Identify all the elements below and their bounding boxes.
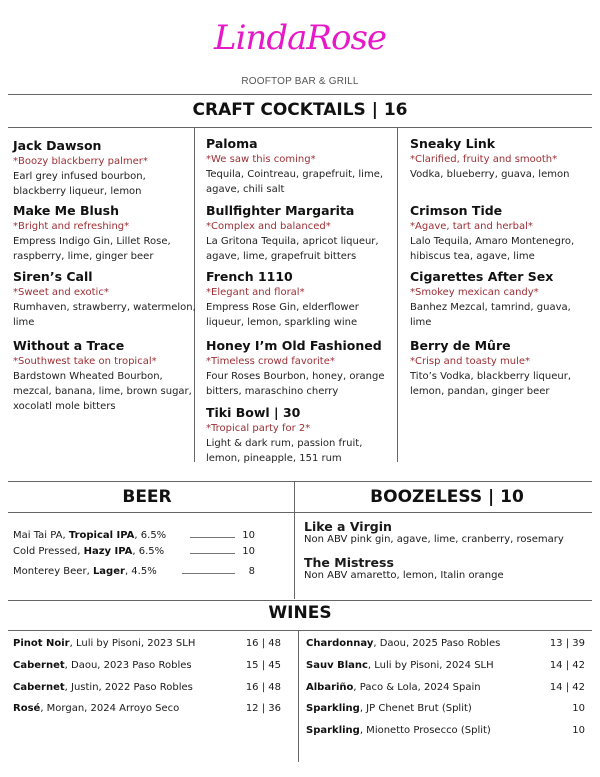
cocktail-name: Sneaky Link bbox=[410, 136, 496, 151]
beer-item bbox=[13, 546, 164, 557]
cocktail-ingredients: Empress Rose Gin, elderflower liqueur, lemon, sparkling wine bbox=[206, 302, 359, 328]
cocktail-tagline: *Elegant and floral* bbox=[206, 287, 305, 298]
beer-brand: Cold Pressed, bbox=[13, 546, 84, 557]
cocktail-tagline: *Agave, tart and herbal* bbox=[410, 221, 533, 232]
cocktail-item bbox=[13, 338, 198, 414]
wines-heading: WINES bbox=[268, 603, 332, 623]
boozeless-name: The Mistress bbox=[304, 555, 394, 570]
divider bbox=[8, 630, 592, 631]
wine-detail: , Luli by Pisoni, 2023 SLH bbox=[69, 638, 196, 649]
wine-type: Cabernet bbox=[13, 682, 65, 693]
beer-style: Lager bbox=[92, 566, 125, 577]
boozeless-item bbox=[304, 519, 564, 545]
leader-line bbox=[182, 573, 235, 574]
cocktail-name: Honey I’m Old Fashioned bbox=[206, 338, 382, 353]
wine-type: Albariño bbox=[306, 682, 354, 693]
cocktail-name: Without a Trace bbox=[13, 338, 125, 353]
leader-line bbox=[190, 537, 235, 538]
cocktail-name: Jack Dawson bbox=[13, 138, 102, 153]
boozeless-item bbox=[304, 555, 504, 581]
boozeless-name: Like a Virgin bbox=[304, 519, 392, 534]
logo: LindaRose bbox=[213, 18, 387, 58]
cocktail-item bbox=[206, 405, 391, 466]
wine-type: Sparkling bbox=[306, 725, 360, 736]
wine-type: Rosé bbox=[13, 703, 41, 714]
cocktail-item bbox=[410, 338, 595, 399]
divider bbox=[8, 481, 592, 482]
cocktail-ingredients: Rumhaven, strawberry, watermelon, lime bbox=[13, 302, 196, 328]
wine-price: 16 | 48 bbox=[245, 638, 281, 649]
cocktail-tagline: *Clarified, fruity and smooth* bbox=[410, 154, 558, 165]
beer-brand: Mai Tai PA, bbox=[13, 530, 69, 541]
cocktail-item bbox=[410, 269, 595, 330]
wine-type: Sauv Blanc bbox=[306, 660, 368, 671]
wine-detail: , Luli by Pisoni, 2024 SLH bbox=[367, 660, 494, 671]
cocktail-item bbox=[410, 136, 595, 182]
cocktail-item bbox=[13, 138, 198, 199]
wine-price: 10 bbox=[572, 703, 585, 714]
wine-detail: , JP Chenet Brut (Split) bbox=[359, 703, 472, 714]
wine-price: 10 bbox=[572, 725, 585, 736]
divider bbox=[8, 512, 592, 513]
beer-style: Tropical IPA bbox=[68, 530, 135, 541]
cocktail-tagline: *Timeless crowd favorite* bbox=[206, 356, 335, 367]
cocktail-item bbox=[410, 203, 595, 264]
cocktail-tagline: *We saw this coming* bbox=[206, 154, 316, 165]
boozeless-heading: BOOZELESS | 10 bbox=[370, 487, 524, 507]
cocktail-ingredients: Earl grey infused bourbon, blackberry liqueur, lemon bbox=[13, 171, 146, 197]
wine-price: 16 | 48 bbox=[245, 682, 281, 693]
cocktail-ingredients: Empress Indigo Gin, Lillet Rose, raspberry, lime, ginger beer bbox=[13, 236, 171, 262]
cocktail-tagline: *Crisp and toasty mule* bbox=[410, 356, 531, 367]
wine-item bbox=[306, 660, 494, 671]
beer-abv: , 4.5% bbox=[124, 566, 157, 577]
wine-price: 15 | 45 bbox=[245, 660, 281, 671]
beer-item bbox=[13, 530, 166, 541]
cocktail-tagline: *Sweet and exotic* bbox=[13, 287, 109, 298]
cocktail-item bbox=[13, 269, 198, 330]
cocktail-ingredients: Bardstown Wheated Bourbon, mezcal, banana, lime, brown sugar, xocolatl mole bitters bbox=[13, 371, 192, 412]
logo-subtitle: ROOFTOP BAR & GRILL bbox=[241, 76, 359, 87]
column-divider bbox=[397, 127, 398, 462]
wine-type: Sparkling bbox=[306, 703, 360, 714]
cocktail-name: French 1110 bbox=[206, 269, 293, 284]
cocktail-item bbox=[206, 269, 391, 330]
wine-price: 13 | 39 bbox=[549, 638, 585, 649]
cocktail-ingredients: Tequila, Cointreau, grapefruit, lime, agave, chili salt bbox=[206, 169, 384, 195]
beer-heading: BEER bbox=[122, 487, 172, 507]
divider bbox=[8, 600, 592, 601]
column-divider bbox=[298, 630, 299, 762]
cocktail-name: Cigarettes After Sex bbox=[410, 269, 554, 284]
wine-price: 12 | 36 bbox=[245, 703, 281, 714]
cocktail-item bbox=[206, 338, 391, 399]
cocktail-ingredients: Vodka, blueberry, guava, lemon bbox=[410, 169, 570, 180]
cocktail-item bbox=[13, 203, 198, 264]
wine-detail: , Daou, 2025 Paso Robles bbox=[373, 638, 501, 649]
cocktail-name: Paloma bbox=[206, 136, 258, 151]
cocktail-ingredients: La Gritona Tequila, apricot liqueur, agave, lime, grapefruit bitters bbox=[206, 236, 379, 262]
divider bbox=[8, 127, 592, 128]
cocktail-ingredients: Lalo Tequila, Amaro Montenegro, hibiscus tea, agave, lime bbox=[410, 236, 575, 262]
wine-detail: , Daou, 2023 Paso Robles bbox=[64, 660, 192, 671]
wine-item bbox=[13, 638, 195, 649]
wine-detail: , Justin, 2022 Paso Robles bbox=[64, 682, 193, 693]
cocktail-ingredients: Tito’s Vodka, blackberry liqueur, lemon, pandan, ginger beer bbox=[410, 371, 572, 397]
beer-brand: Monterey Beer, bbox=[13, 566, 93, 577]
cocktail-tagline: *Bright and refreshing* bbox=[13, 221, 130, 232]
wine-item bbox=[13, 703, 179, 714]
beer-price: 10 bbox=[242, 546, 255, 557]
cocktail-tagline: *Smokey mexican candy* bbox=[410, 287, 539, 298]
cocktail-name: Bullfighter Margarita bbox=[206, 203, 355, 218]
cocktail-tagline: *Tropical party for 2* bbox=[206, 423, 311, 434]
wine-item bbox=[306, 638, 500, 649]
cocktail-name: Crimson Tide bbox=[410, 203, 503, 218]
cocktail-name: Berry de Mûre bbox=[410, 338, 511, 353]
beer-abv: , 6.5% bbox=[134, 530, 167, 541]
wine-item bbox=[13, 660, 192, 671]
beer-abv: , 6.5% bbox=[132, 546, 165, 557]
wine-type: Chardonnay bbox=[306, 638, 374, 649]
wine-detail: , Paco & Lola, 2024 Spain bbox=[353, 682, 481, 693]
wine-type: Pinot Noir bbox=[13, 638, 70, 649]
cocktail-tagline: *Complex and balanced* bbox=[206, 221, 331, 232]
wine-detail: , Morgan, 2024 Arroyo Seco bbox=[40, 703, 180, 714]
cocktail-tagline: *Southwest take on tropical* bbox=[13, 356, 157, 367]
boozeless-description: Non ABV pink gin, agave, lime, cranberry, rosemary bbox=[304, 534, 564, 545]
cocktail-name: Tiki Bowl | 30 bbox=[206, 405, 301, 420]
cocktails-heading: CRAFT COCKTAILS | 16 bbox=[192, 100, 408, 120]
wine-item bbox=[306, 703, 472, 714]
leader-line bbox=[190, 553, 235, 554]
wine-detail: , Mionetto Prosecco (Split) bbox=[359, 725, 491, 736]
wine-item bbox=[13, 682, 193, 693]
cocktail-ingredients: Light & dark rum, passion fruit, lemon, pineapple, 151 rum bbox=[206, 438, 363, 464]
beer-price: 8 bbox=[248, 566, 255, 577]
cocktail-ingredients: Banhez Mezcal, tamrind, guava, lime bbox=[410, 302, 571, 328]
cocktail-ingredients: Four Roses Bourbon, honey, orange bitters, maraschino cherry bbox=[206, 371, 385, 397]
cocktail-item bbox=[206, 136, 391, 197]
wine-type: Cabernet bbox=[13, 660, 65, 671]
boozeless-description: Non ABV amaretto, lemon, Italin orange bbox=[304, 570, 504, 581]
wine-item bbox=[306, 725, 491, 736]
wine-item bbox=[306, 682, 481, 693]
cocktail-name: Make Me Blush bbox=[13, 203, 119, 218]
beer-item bbox=[13, 566, 157, 577]
beer-style: Hazy IPA bbox=[83, 546, 133, 557]
cocktail-tagline: *Boozy blackberry palmer* bbox=[13, 156, 148, 167]
cocktail-item bbox=[206, 203, 391, 264]
beer-price: 10 bbox=[242, 530, 255, 541]
cocktail-name: Siren’s Call bbox=[13, 269, 93, 284]
wine-price: 14 | 42 bbox=[549, 682, 585, 693]
divider bbox=[8, 94, 592, 95]
wine-price: 14 | 42 bbox=[549, 660, 585, 671]
